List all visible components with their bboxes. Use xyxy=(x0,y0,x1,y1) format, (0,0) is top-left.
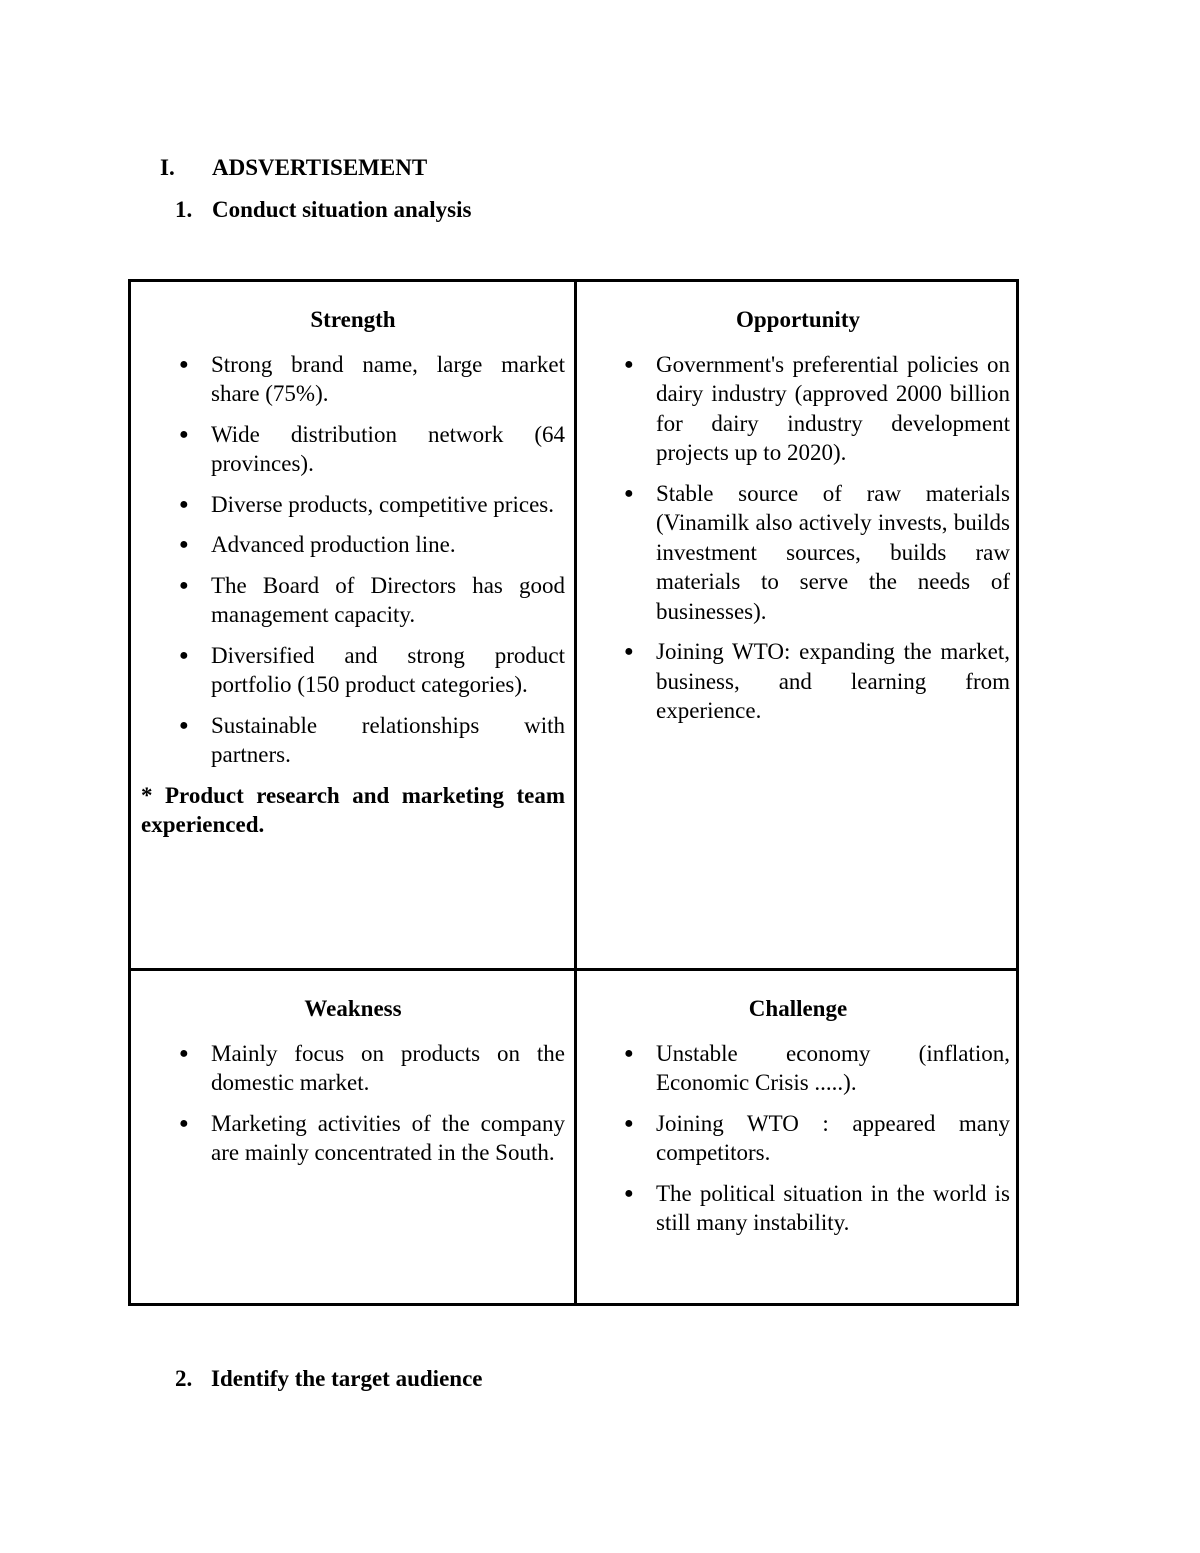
strength-note: * Product research and marketing team experienced. xyxy=(141,782,565,837)
list-item-text: Government's preferential policies on dairy industry (approved 2000 billion for dairy industry development projects up to 2020). xyxy=(656,351,1010,465)
strength-list xyxy=(141,350,565,770)
bullet-icon: ● xyxy=(179,1044,189,1062)
challenge-list xyxy=(586,1039,1010,1238)
list-item-text: Sustainable relationships with partners. xyxy=(211,712,565,767)
swot-vertical-divider xyxy=(574,282,577,1303)
bullet-icon: ● xyxy=(624,1114,634,1132)
list-item-text: Unstable economy (inflation, Economic Crisis .....). xyxy=(656,1040,1010,1095)
bullet-icon: ● xyxy=(624,355,634,373)
list-item xyxy=(141,571,565,630)
subsection-number-1: 1. xyxy=(175,197,193,222)
list-item xyxy=(586,479,1010,627)
cell-title-challenge: Challenge xyxy=(748,996,848,1021)
swot-cell-opportunity xyxy=(586,305,1010,737)
list-item-text: Marketing activities of the company are mainly concentrated in the South. xyxy=(211,1110,565,1165)
bullet-icon: ● xyxy=(179,646,189,664)
swot-horizontal-divider xyxy=(131,968,1016,971)
bullet-icon: ● xyxy=(624,643,634,660)
list-item xyxy=(141,711,565,770)
subsection-number-2: 2. xyxy=(175,1366,193,1391)
list-item xyxy=(586,637,1010,726)
subsection-title-1: Conduct situation analysis xyxy=(212,197,472,222)
list-item-text: The Board of Directors has good management capacity. xyxy=(211,572,565,627)
cell-title-strength: Strength xyxy=(310,307,396,332)
weakness-list xyxy=(141,1039,565,1168)
list-item-text: Mainly focus on products on the domestic market. xyxy=(211,1040,565,1095)
list-item xyxy=(586,1039,1010,1098)
swot-cell-weakness xyxy=(141,994,565,1179)
cell-title-opportunity: Opportunity xyxy=(736,307,860,332)
list-item-text: The political situation in the world is still many instability. xyxy=(656,1180,1010,1235)
list-item xyxy=(141,530,565,560)
list-item xyxy=(586,1109,1010,1168)
list-item-text: Wide distribution network (64 provinces). xyxy=(211,421,565,476)
list-item-text: Advanced production line. xyxy=(211,532,456,557)
list-item xyxy=(141,1039,565,1098)
section-number: I. xyxy=(160,155,175,180)
bullet-icon: ● xyxy=(624,484,634,502)
list-item-text: Strong brand name, large market share (75%). xyxy=(211,351,565,406)
swot-cell-strength xyxy=(141,305,565,840)
cell-title-weakness: Weakness xyxy=(304,996,402,1021)
bullet-icon: ● xyxy=(179,495,189,513)
list-item xyxy=(141,420,565,479)
subsection-title-2: Identify the target audience xyxy=(211,1366,483,1391)
list-item-text: Diversified and strong product portfolio (150 product categories). xyxy=(211,642,565,697)
list-item xyxy=(141,350,565,409)
list-item xyxy=(586,1179,1010,1238)
section-title: ADSVERTISEMENT xyxy=(212,155,428,180)
bullet-icon: ● xyxy=(624,1184,634,1202)
bullet-icon: ● xyxy=(179,576,189,594)
swot-cell-challenge xyxy=(586,994,1010,1249)
bullet-icon: ● xyxy=(179,355,189,373)
list-item xyxy=(586,350,1010,468)
bullet-icon: ● xyxy=(179,536,189,553)
list-item-text: Joining WTO : appeared many competitors. xyxy=(656,1110,1010,1165)
list-item xyxy=(141,641,565,700)
bullet-icon: ● xyxy=(179,1114,189,1132)
list-item-text: Joining WTO: expanding the market, business, and learning from experience. xyxy=(656,639,1010,723)
list-item-text: Stable source of raw materials (Vinamilk also actively invests, builds investment sources, builds raw materials to serve the needs of businesses). xyxy=(656,480,1010,624)
swot-table xyxy=(128,279,1019,1306)
list-item-text: Diverse products, competitive prices. xyxy=(211,491,554,517)
list-item xyxy=(141,490,565,520)
list-item xyxy=(141,1109,565,1168)
bullet-icon: ● xyxy=(624,1044,634,1062)
opportunity-list xyxy=(586,350,1010,726)
bullet-icon: ● xyxy=(179,716,189,734)
bullet-icon: ● xyxy=(179,425,189,443)
